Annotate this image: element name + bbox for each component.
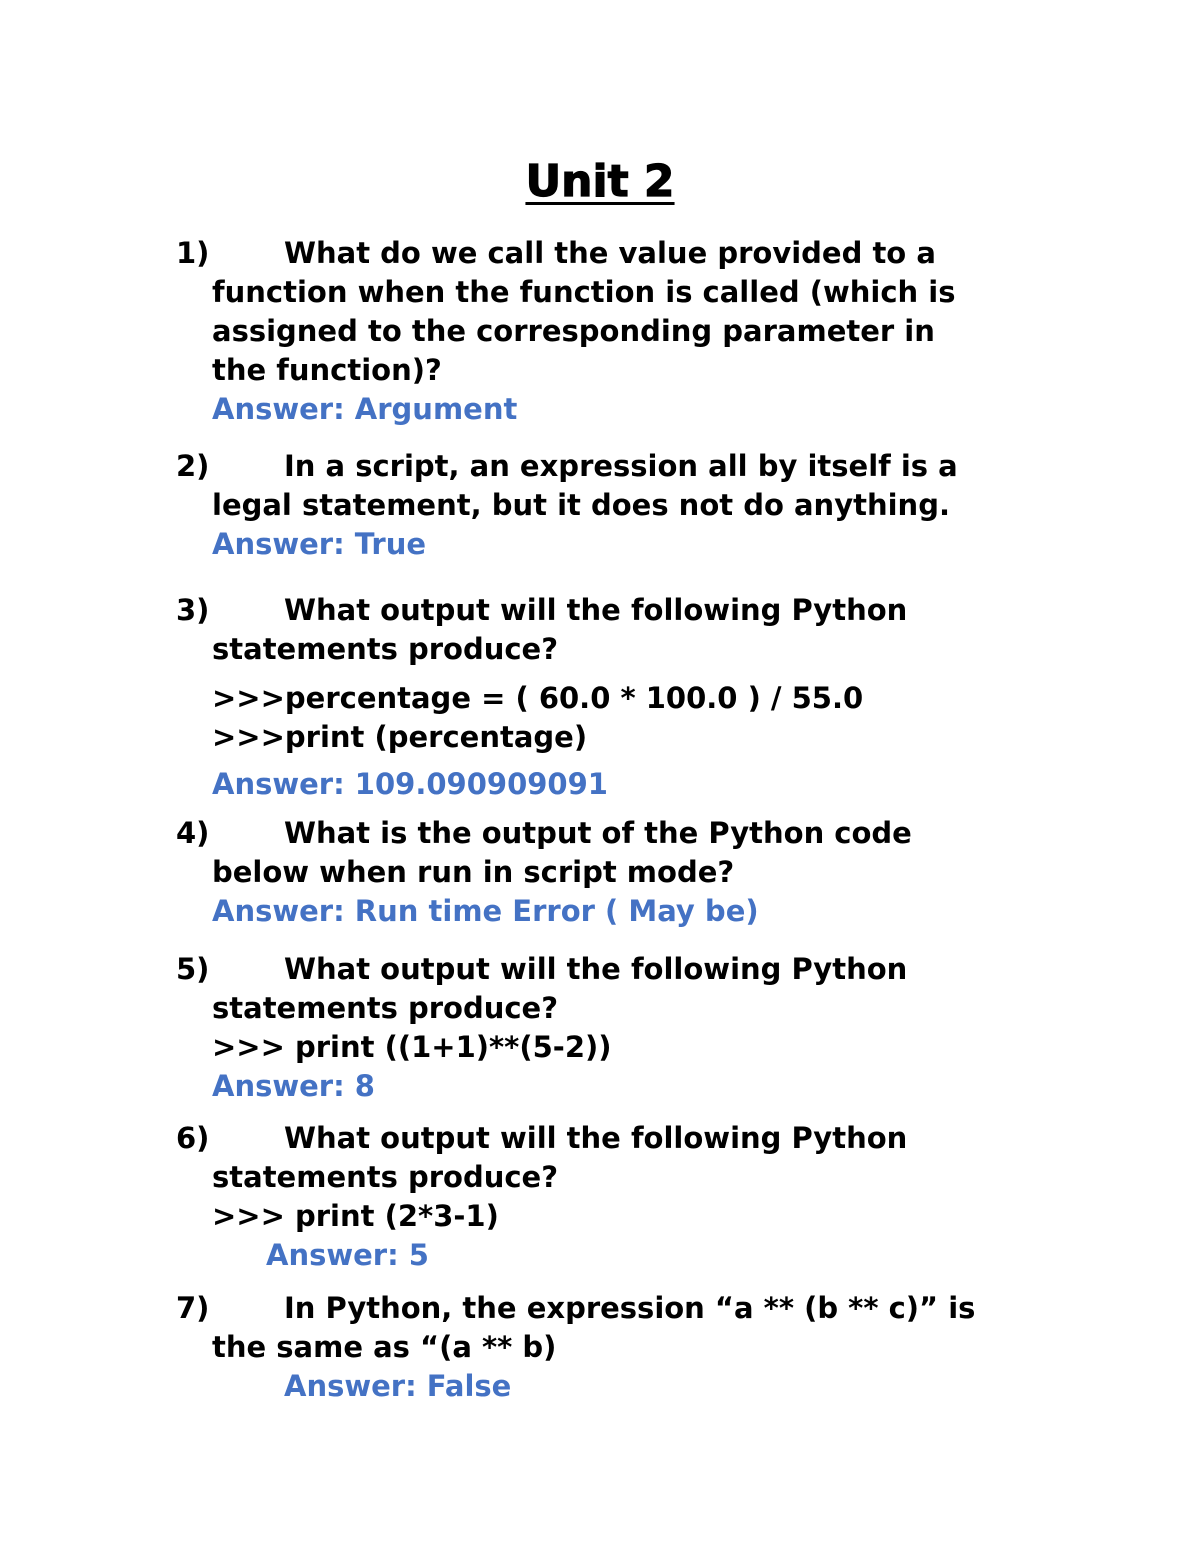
answer: Answer: Run time Error ( May be)	[212, 894, 759, 928]
question-text: What output will the following Python	[284, 952, 908, 986]
question-number: 1)	[176, 236, 210, 270]
question-7	[176, 1289, 1092, 1406]
question-number: 4)	[176, 816, 210, 850]
question-text: statements produce?	[212, 1160, 559, 1194]
question-text: the function)?	[212, 353, 442, 387]
code-line: >>>print (percentage)	[212, 720, 588, 754]
question-number: 2)	[176, 449, 210, 483]
answer: Answer: True	[212, 527, 427, 561]
answer: Answer: False	[284, 1369, 512, 1403]
question-5	[176, 950, 1092, 1106]
question-text: statements produce?	[212, 632, 559, 666]
code-line: >>>percentage = ( 60.0 * 100.0 ) / 55.0	[212, 681, 864, 715]
question-4	[176, 814, 1092, 931]
answer: Answer: Argument	[212, 392, 518, 426]
question-text: What do we call the value provided to a	[284, 236, 936, 270]
answer: Answer: 5	[266, 1238, 429, 1272]
question-number: 5)	[176, 952, 210, 986]
question-6	[176, 1119, 1092, 1275]
question-text: What output will the following Python	[284, 593, 908, 627]
question-text: In Python, the expression “a ** (b ** c)” is	[284, 1291, 976, 1325]
page-title: Unit 2	[525, 156, 675, 207]
question-text: What output will the following Python	[284, 1121, 908, 1155]
question-number: 3)	[176, 593, 210, 627]
question-text: legal statement, but it does not do anything.	[212, 488, 950, 522]
question-text: In a script, an expression all by itself is a	[284, 449, 958, 483]
question-number: 6)	[176, 1121, 210, 1155]
question-2	[176, 447, 1092, 564]
question-text: below when run in script mode?	[212, 855, 735, 889]
code-line: >>> print ((1+1)**(5-2))	[212, 1030, 612, 1064]
question-3	[176, 591, 1092, 804]
question-1	[176, 234, 1092, 429]
question-text: What is the output of the Python code	[284, 816, 912, 850]
code-line: >>> print (2*3-1)	[212, 1199, 499, 1233]
question-text: the same as “(a ** b)	[212, 1330, 557, 1364]
question-text: assigned to the corresponding parameter in	[212, 314, 935, 348]
answer: Answer: 8	[212, 1069, 375, 1103]
answer: Answer: 109.090909091	[212, 767, 608, 801]
question-number: 7)	[176, 1291, 210, 1325]
question-text: statements produce?	[212, 991, 559, 1025]
question-text: function when the function is called (which is	[212, 275, 956, 309]
